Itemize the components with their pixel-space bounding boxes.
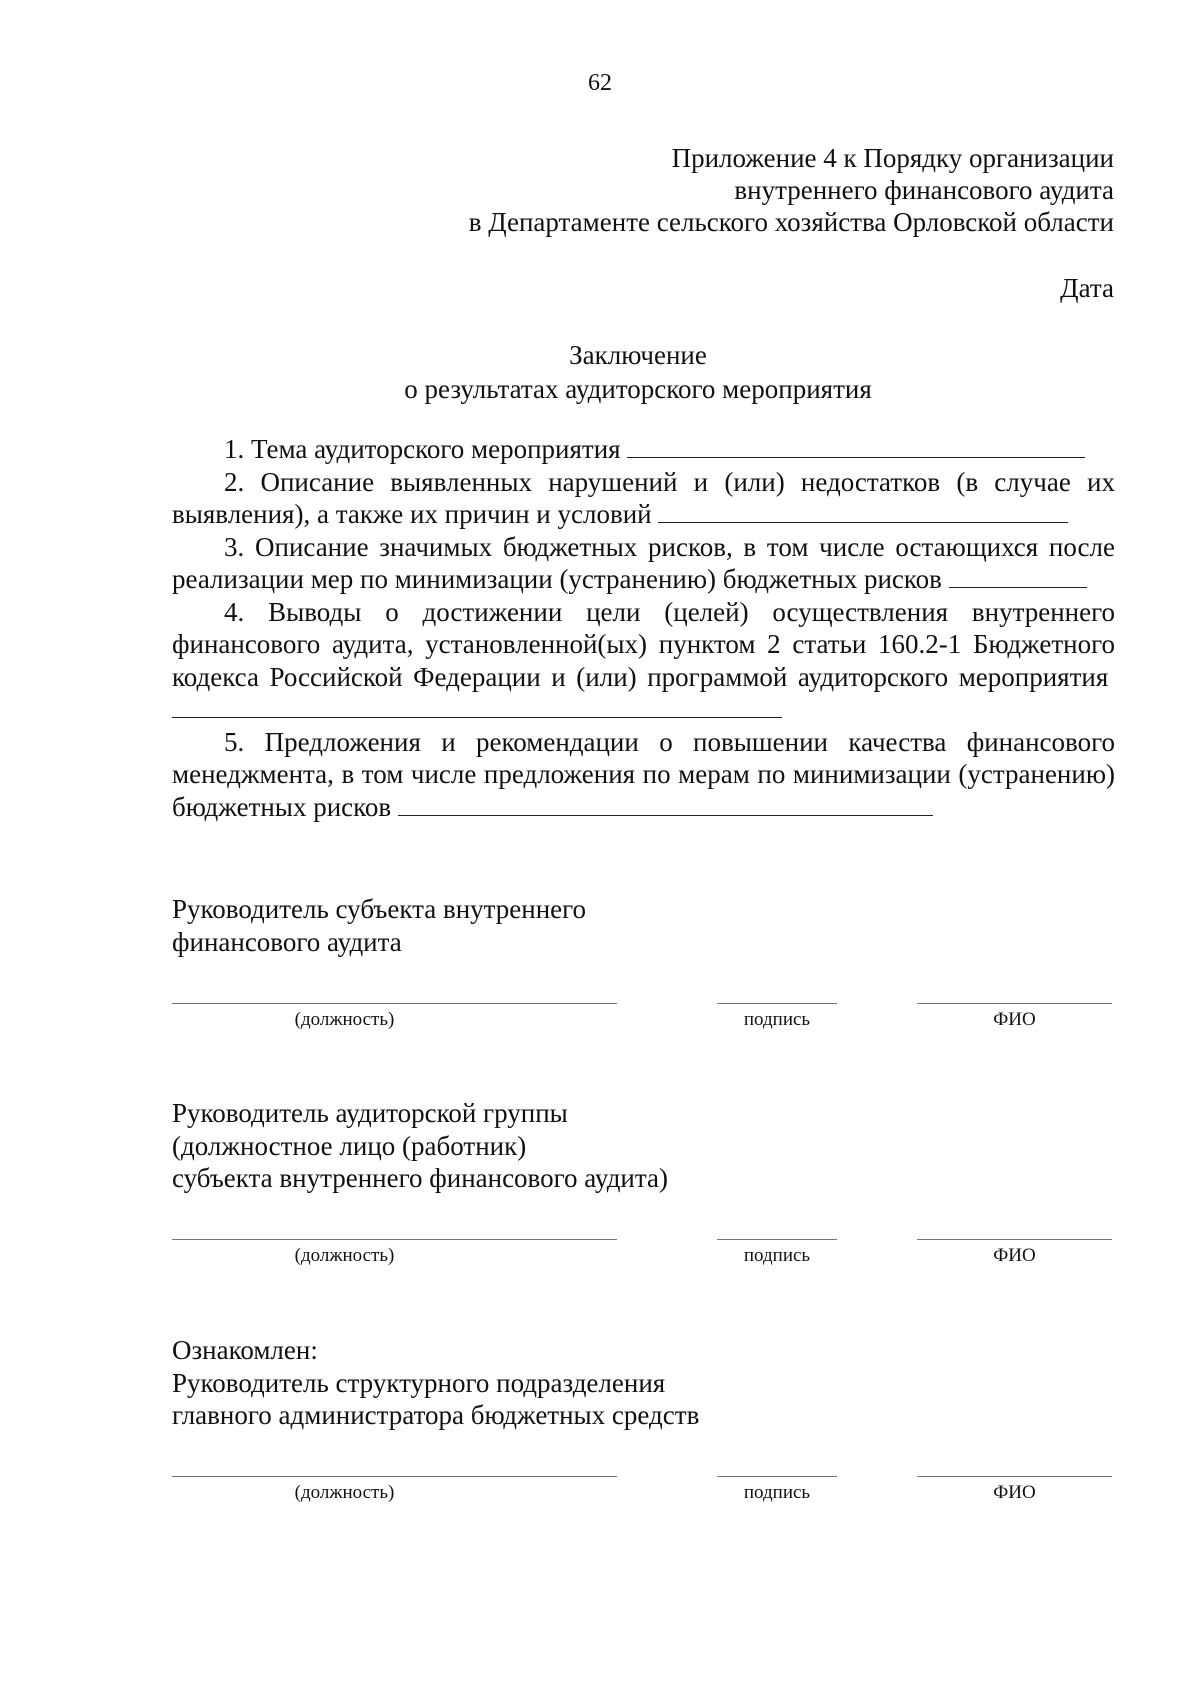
- name-caption: ФИО: [993, 1009, 1036, 1030]
- signature-title-line: Ознакомлен:: [172, 1335, 318, 1365]
- fill-in-line: [949, 586, 1087, 588]
- position-line: [172, 1476, 617, 1477]
- position-caption: (должность): [294, 1482, 395, 1503]
- date-label: Дата: [1060, 273, 1114, 303]
- item-text: 4. Выводы о достижении цели (целей) осуществления внутреннего финансового аудита, установленной(ых) пунктом 2 статьи 160.2-1 Бюджетного кодекса Российской Федерации и (или) программой аудиторского мероприятия: [172, 596, 1115, 692]
- fill-in-line: [627, 456, 1085, 458]
- signature-row: [172, 1239, 1115, 1279]
- signature-title: [172, 893, 1115, 958]
- signature-caption: подпись: [743, 1009, 811, 1030]
- fill-in-line: [658, 521, 1068, 523]
- signature-title-line: (должностное лицо (работник): [172, 1130, 527, 1161]
- position-caption: (должность): [294, 1245, 395, 1266]
- list-item: [172, 596, 1115, 726]
- signature-title-line: финансового аудита: [172, 926, 402, 957]
- signature-title-line: Руководитель аудиторской группы: [172, 1098, 568, 1128]
- signature-title-line: субъекта внутреннего финансового аудита): [172, 1163, 668, 1193]
- fill-in-line: [172, 716, 782, 718]
- name-caption: ФИО: [993, 1245, 1036, 1266]
- document-heading: [0, 338, 1200, 406]
- conclusion-items: [172, 433, 1115, 823]
- appendix-line-2: внутреннего финансового аудита: [734, 175, 1114, 205]
- item-text: 5. Предложения и рекомендации о повышении качества финансового менеджмента, в том числе предложения по мерам по минимизации (устранению) бюджетных рисков: [172, 726, 1115, 822]
- name-line: [917, 1239, 1112, 1240]
- appendix-line-3: в Департаменте сельского хозяйства Орловской области: [468, 207, 1114, 237]
- list-item: [172, 726, 1115, 824]
- signature-row: [172, 1476, 1115, 1516]
- position-line: [172, 1003, 617, 1004]
- signature-caption: подпись: [743, 1482, 811, 1503]
- name-line: [917, 1476, 1112, 1477]
- heading-title: Заключение: [569, 340, 707, 370]
- list-item: [172, 433, 1115, 466]
- signature-caption: подпись: [743, 1245, 811, 1266]
- fill-in-line: [398, 814, 933, 816]
- appendix-line-1: Приложение 4 к Порядку организации: [671, 143, 1114, 173]
- signature-title-line: Руководитель структурного подразделения: [172, 1367, 666, 1398]
- position-line: [172, 1239, 617, 1240]
- signature-line: [717, 1476, 837, 1477]
- list-item: [172, 466, 1115, 531]
- item-text: 2. Описание выявленных нарушений и (или) недостатков (в случае их выявления), а также их причин и условий: [172, 466, 1115, 529]
- signature-block-acknowledged: [172, 1334, 1115, 1503]
- page-number: 62: [588, 70, 612, 96]
- position-caption: (должность): [294, 1009, 395, 1030]
- signature-title-line: Руководитель субъекта внутреннего: [172, 894, 587, 924]
- signature-line: [717, 1003, 837, 1004]
- list-item: [172, 531, 1115, 596]
- signature-block-head: [172, 893, 1115, 1030]
- name-line: [917, 1003, 1112, 1004]
- signature-title-line: главного администратора бюджетных средств: [172, 1400, 700, 1430]
- name-caption: ФИО: [993, 1482, 1036, 1503]
- signature-row: [172, 1003, 1115, 1043]
- signature-block-audit-group: [172, 1097, 1115, 1266]
- signature-title: [172, 1334, 1115, 1432]
- signature-line: [717, 1239, 837, 1240]
- item-text: 3. Описание значимых бюджетных рисков, в том числе остающихся после реализации мер по минимизации (устранению) бюджетных рисков: [172, 531, 1115, 594]
- heading-subtitle: о результатах аудиторского мероприятия: [404, 374, 872, 404]
- signature-title: [172, 1097, 1115, 1195]
- item-text: 1. Тема аудиторского мероприятия: [224, 434, 621, 464]
- appendix-reference: [314, 142, 1114, 238]
